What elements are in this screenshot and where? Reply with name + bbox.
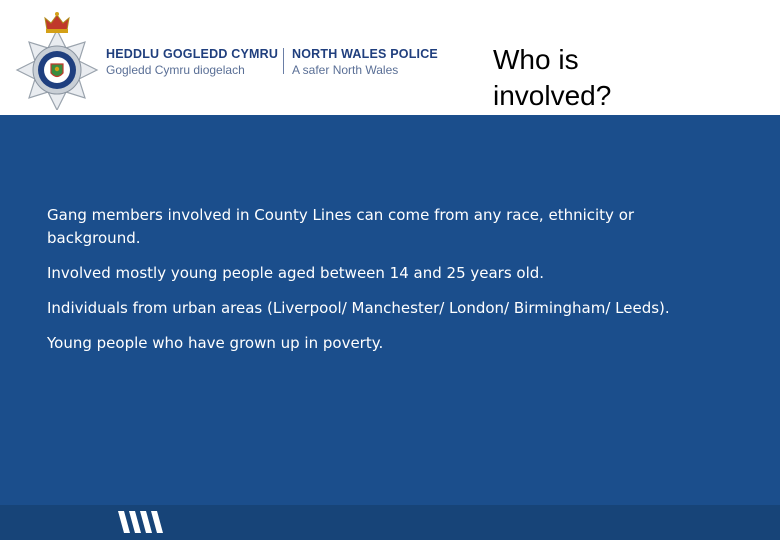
brand-divider <box>283 48 284 74</box>
brand-welsh-tagline: Gogledd Cymru diogelach <box>106 63 245 77</box>
content-panel <box>0 115 780 540</box>
brand-english <box>292 47 438 78</box>
points-list <box>47 204 707 367</box>
point-item: Young people who have grown up in poverty. <box>47 334 384 352</box>
brand-welsh-name: HEDDLU GOGLEDD CYMRU <box>106 47 279 61</box>
slide-header <box>0 0 780 115</box>
chevron-stripes-icon <box>118 511 164 533</box>
footer-strip <box>0 505 780 540</box>
brand-english-tagline: A safer North Wales <box>292 63 399 77</box>
brand-welsh <box>106 47 278 78</box>
point-item: Involved mostly young people aged between 14 and 25 years old. <box>47 264 545 282</box>
point-item: Individuals from urban areas (Liverpool/ Manchester/ London/ Birmingham/ Leeds). <box>47 299 670 317</box>
police-crest-icon <box>14 10 100 110</box>
point-item: Gang members involved in County Lines can come from any race, ethnicity or background. <box>47 206 635 247</box>
slide-title: Who is involved? <box>493 44 612 111</box>
brand-english-name: NORTH WALES POLICE <box>292 47 438 61</box>
